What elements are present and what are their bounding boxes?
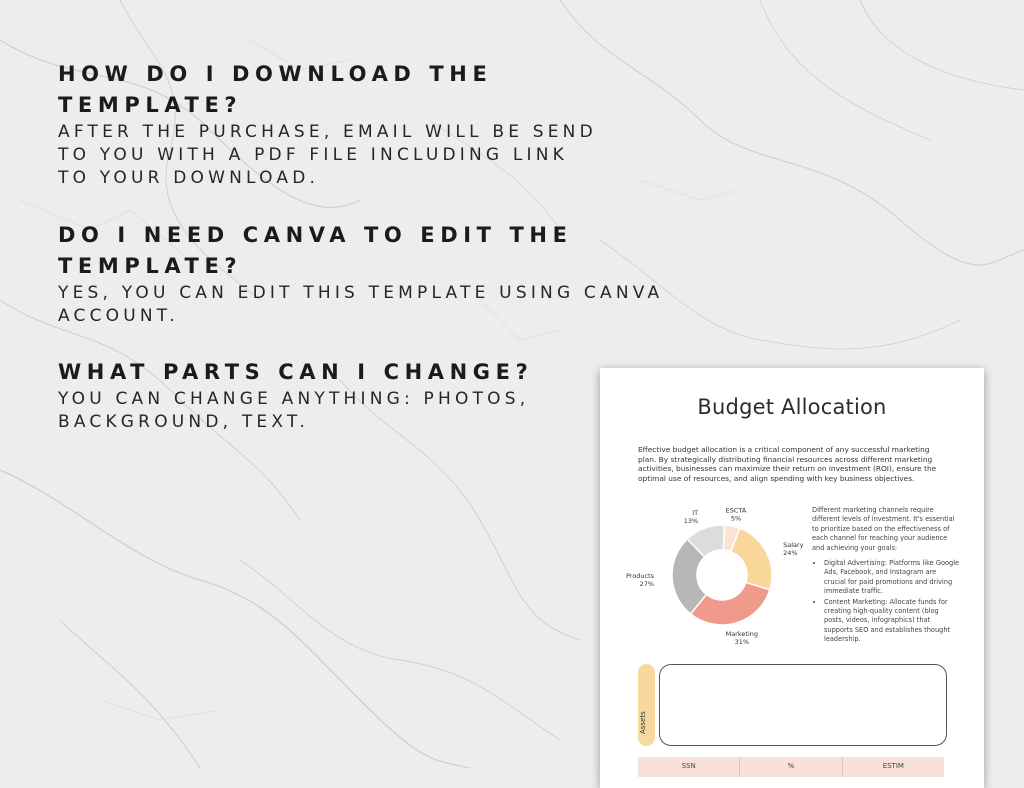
faq-answer: YOU CAN CHANGE ANYTHING: PHOTOS, BACKGROUND, TEXT. (58, 389, 530, 432)
donut-value-label: 24% (783, 549, 798, 558)
table-header-cell: SSN (638, 757, 740, 777)
faq-question: WHAT PARTS CAN I CHANGE? (58, 360, 534, 384)
donut-slice-salary (731, 528, 772, 590)
document-intro: Effective budget allocation is a critical component of any successful marketing plan. By strategically distributing financial resources across different marketing activities, businesses can maximize their return on investment (ROI), ensure the optimal use of resources, and align spending with key business objectives. (638, 445, 937, 483)
donut-category-label: Products (625, 571, 655, 580)
donut-value-label: 5% (730, 514, 742, 523)
table-header-cell: % (740, 757, 842, 777)
donut-value-label: 31% (734, 638, 750, 647)
donut-value-label: 27% (639, 579, 655, 588)
donut-category-label: IT (692, 509, 699, 518)
faq-item-download (58, 59, 598, 190)
side-bullet-list (812, 559, 960, 645)
donut-slice-marketing (691, 582, 770, 625)
table-header-cell: ESTIM (882, 762, 904, 770)
assets-box (659, 664, 947, 746)
budget-donut-chart (600, 498, 812, 648)
faq-answer: AFTER THE PURCHASE, EMAIL WILL BE SEND TO YOU WITH A PDF FILE INCLUDING LINK TO YOUR DOWNLOAD. (58, 122, 597, 188)
document-title: Budget Allocation (697, 395, 887, 419)
faq-question: DO I NEED CANVA TO EDIT THE TEMPLATE? (58, 223, 573, 278)
template-preview-page (600, 368, 984, 788)
table-header-row (638, 757, 944, 777)
donut-category-label: ESCTA (725, 506, 747, 515)
side-paragraph: Different marketing channels require different levels of investment. It's essential to prioritize based on the effectiveness of each channel for reaching your audience and achieving your goals: (812, 506, 955, 552)
faq-item-canva (58, 220, 718, 328)
faq-answer: YES, YOU CAN EDIT THIS TEMPLATE USING CANVA ACCOUNT. (58, 283, 664, 326)
faq-question: HOW DO I DOWNLOAD THE TEMPLATE? (58, 62, 493, 117)
faq-item-change (58, 357, 618, 434)
bullet-content-marketing: • Content Marketing: Allocate funds for creating high-quality content (blog posts, videos, infographics) that supports SEO and establishes thought leadership. (824, 598, 960, 645)
donut-category-label: Salary (783, 541, 804, 550)
donut-category-label: Marketing (725, 630, 759, 639)
assets-label: Assets (639, 711, 647, 734)
document-side-text (812, 506, 960, 646)
donut-value-label: 13% (683, 517, 699, 526)
bullet-digital-advertising: • Digital Advertising: Platforms like Google Ads, Facebook, and Instagram are crucial for paid promotions and driving immediate traffic. (824, 559, 960, 597)
